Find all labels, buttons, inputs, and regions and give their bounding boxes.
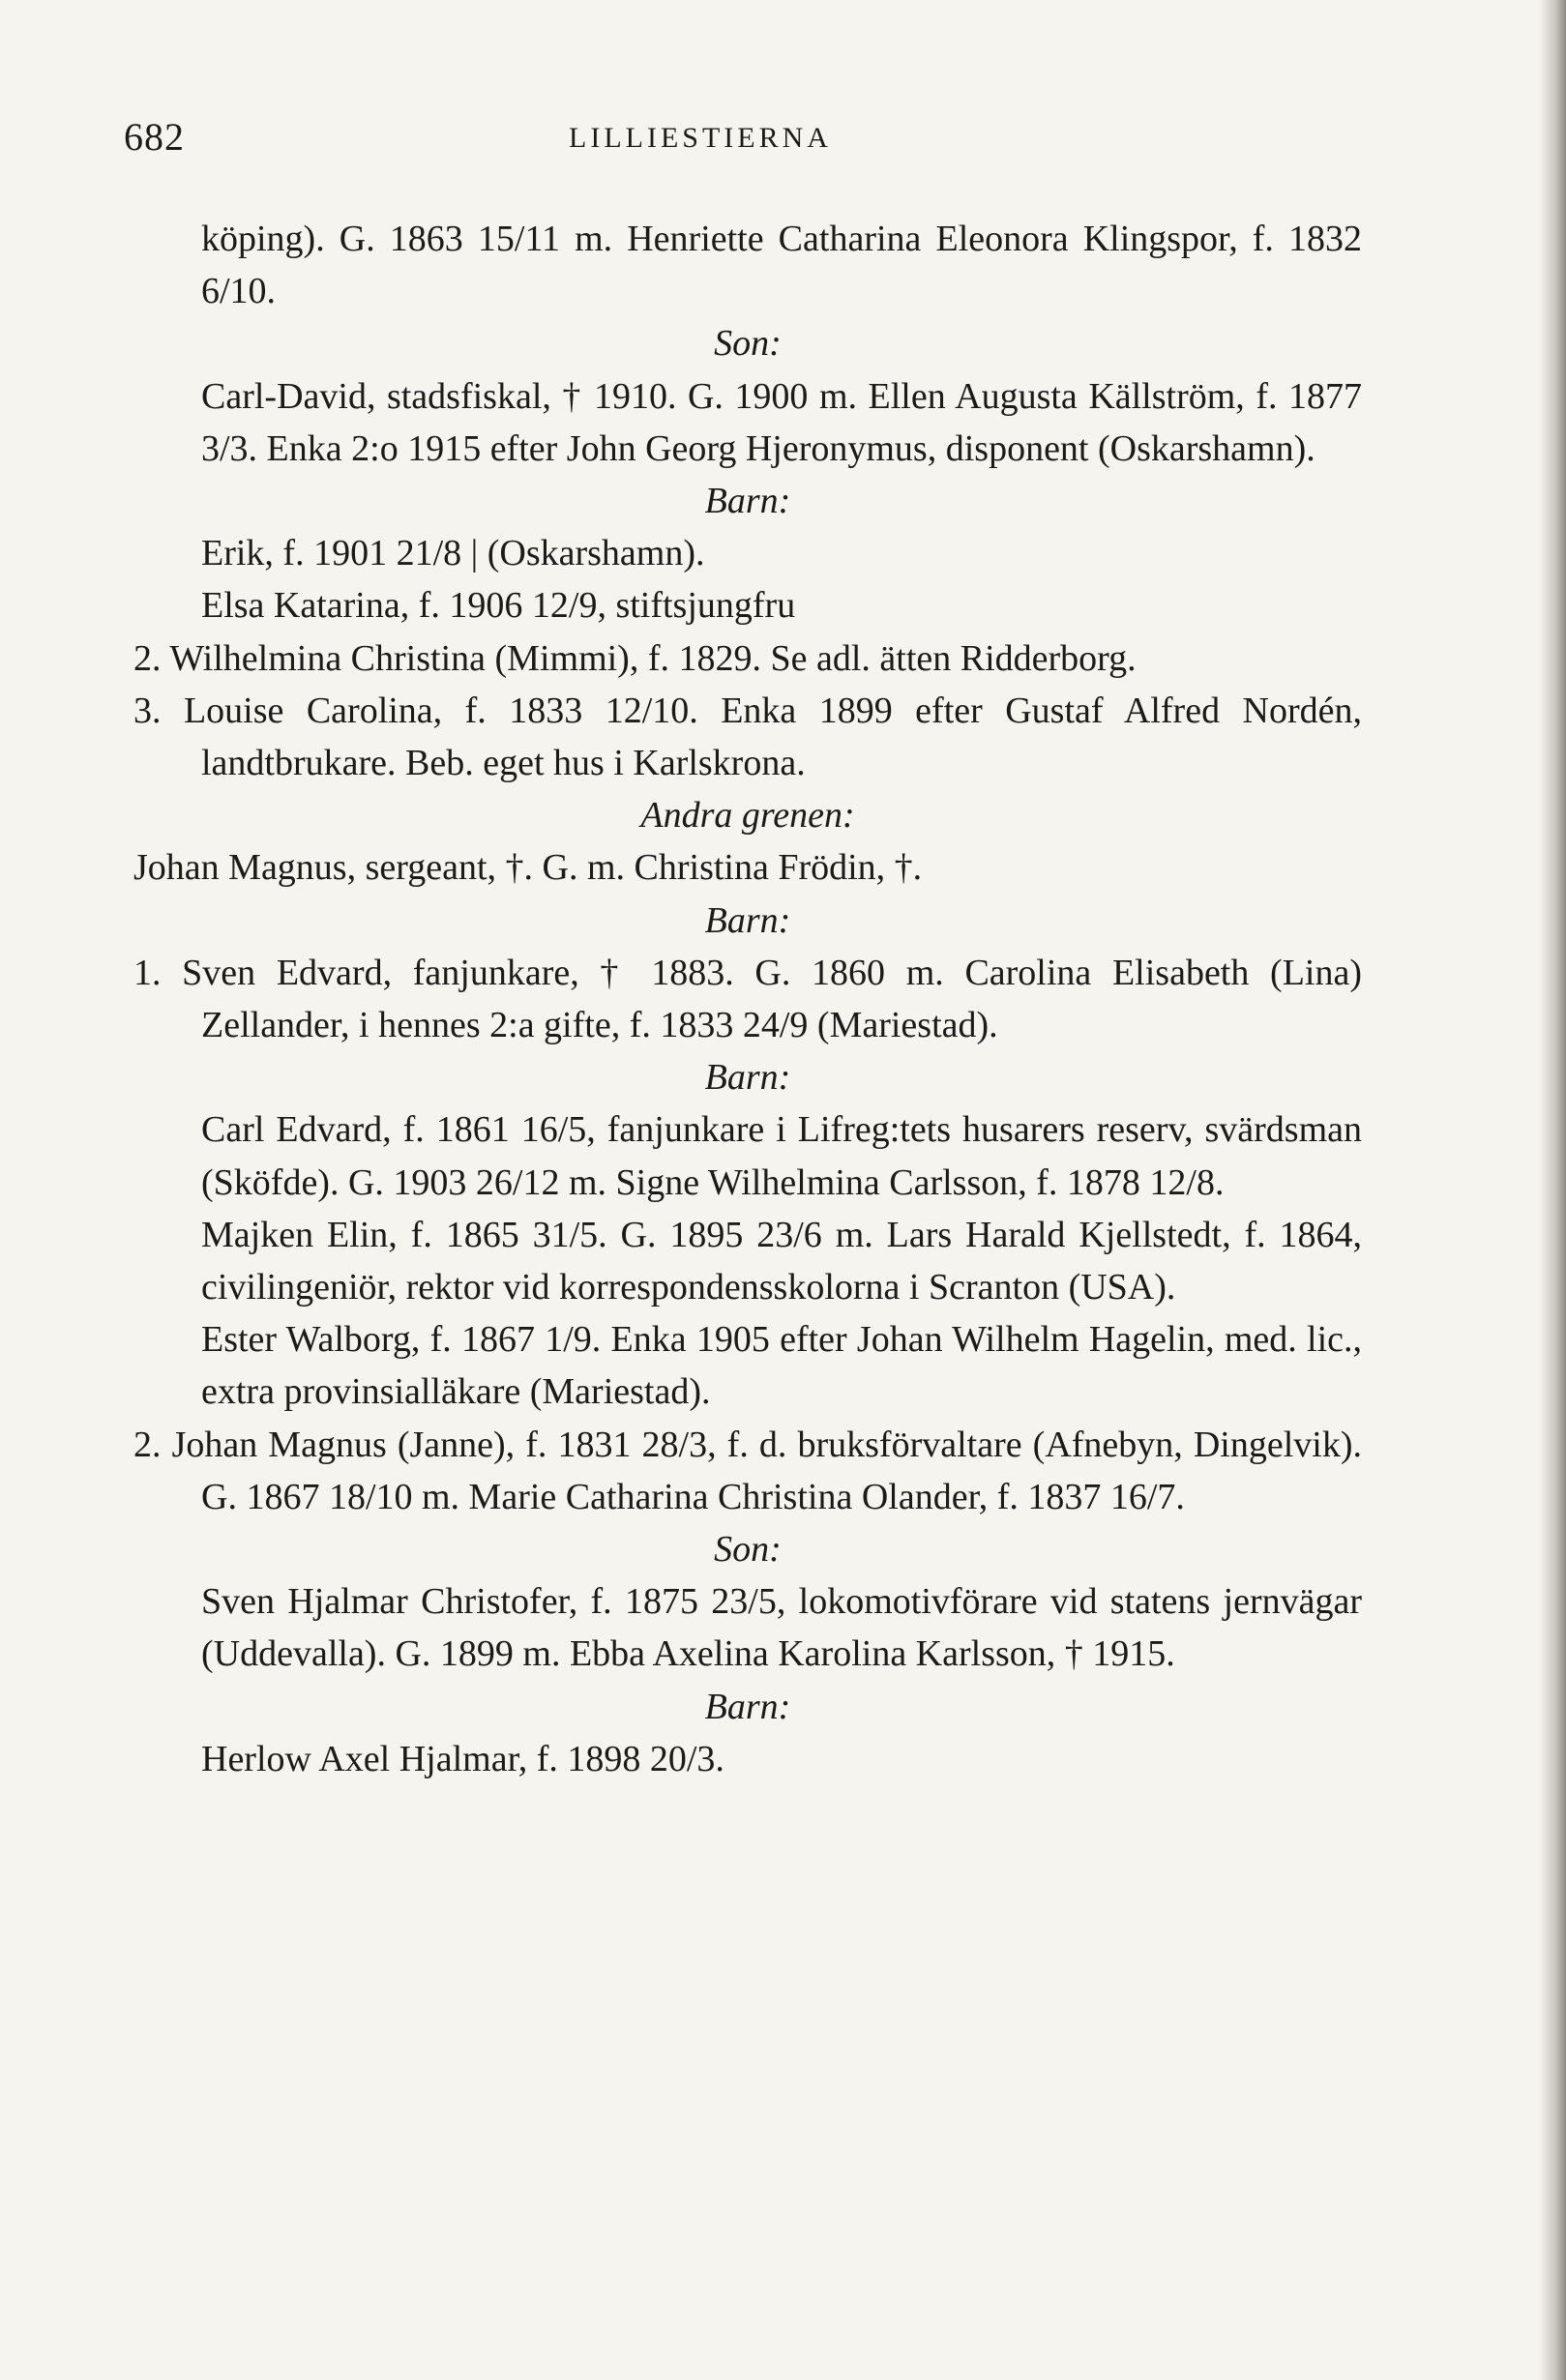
text-paragraph: Erik, f. 1901 21/8 | (Oskarshamn). <box>201 533 705 574</box>
text-paragraph: köping). G. 1863 15/11 m. Henriette Catharina Eleonora Klingspor, f. 1832 6/10. <box>201 219 1362 312</box>
section-heading: Barn: <box>704 899 791 941</box>
text-paragraph: Carl-David, stadsfiskal, † 1910. G. 1900 m. Ellen Augusta Källström, f. 1877 3/3. Enka 2:o 1915 efter John Georg Hjeronymus, disponent (Oskarshamn). <box>201 375 1362 469</box>
section-heading: Barn: <box>704 481 791 522</box>
text-paragraph: Ester Walborg, f. 1867 1/9. Enka 1905 efter Johan Wilhelm Hagelin, med. lic., extra provinsialläkare (Mariestad). <box>201 1319 1362 1413</box>
text-paragraph: Carl Edvard, f. 1861 16/5, fanjunkare i Lifreg:tets husarers reserv, svärdsman (Sköfde). G. 1903 26/12 m. Signe Wilhelmina Carlsson, f. 1878 12/8. <box>201 1109 1362 1203</box>
page-number: 682 <box>124 115 185 159</box>
section-heading: Barn: <box>704 1686 791 1727</box>
running-title: LILLIESTIERNA <box>569 122 832 154</box>
page-header <box>124 114 1381 162</box>
text-paragraph: Elsa Katarina, f. 1906 12/9, stiftsjungfru <box>201 585 796 627</box>
page-edge-shadow <box>1539 0 1566 2380</box>
section-heading: Andra grenen: <box>640 795 855 837</box>
text-paragraph: Johan Magnus, sergeant, †. G. m. Christina Frödin, †. <box>133 847 923 889</box>
section-heading: Barn: <box>704 1057 791 1099</box>
text-paragraph: 2. Johan Magnus (Janne), f. 1831 28/3, f. d. bruksförvaltare (Afnebyn, Dingelvik). G. 1867 18/10 m. Marie Catharina Christina Olander, f. 1837 16/7. <box>133 1424 1362 1517</box>
text-paragraph: Herlow Axel Hjalmar, f. 1898 20/3. <box>201 1738 724 1779</box>
section-heading: Son: <box>714 323 782 365</box>
text-paragraph: Sven Hjalmar Christofer, f. 1875 23/5, lokomotivförare vid statens jernvägar (Uddevalla). G. 1899 m. Ebba Axelina Karolina Karlsson, † 1915. <box>201 1581 1362 1675</box>
text-paragraph: Majken Elin, f. 1865 31/5. G. 1895 23/6 m. Lars Harald Kjellstedt, f. 1864, civilingeniör, rektor vid korrespondensskolorna i Scranton (USA). <box>201 1214 1362 1308</box>
section-heading: Son: <box>714 1529 782 1571</box>
body-text <box>133 213 1362 1785</box>
text-paragraph: 3. Louise Carolina, f. 1833 12/10. Enka 1899 efter Gustaf Alfred Nordén, landtbrukare. Beb. eget hus i Karlskrona. <box>133 690 1362 784</box>
text-paragraph: 2. Wilhelmina Christina (Mimmi), f. 1829. Se adl. ätten Ridderborg. <box>133 637 1137 679</box>
text-paragraph: 1. Sven Edvard, fanjunkare, † 1883. G. 1860 m. Carolina Elisabeth (Lina) Zellander, i hennes 2:a gifte, f. 1833 24/9 (Mariestad). <box>133 952 1362 1046</box>
